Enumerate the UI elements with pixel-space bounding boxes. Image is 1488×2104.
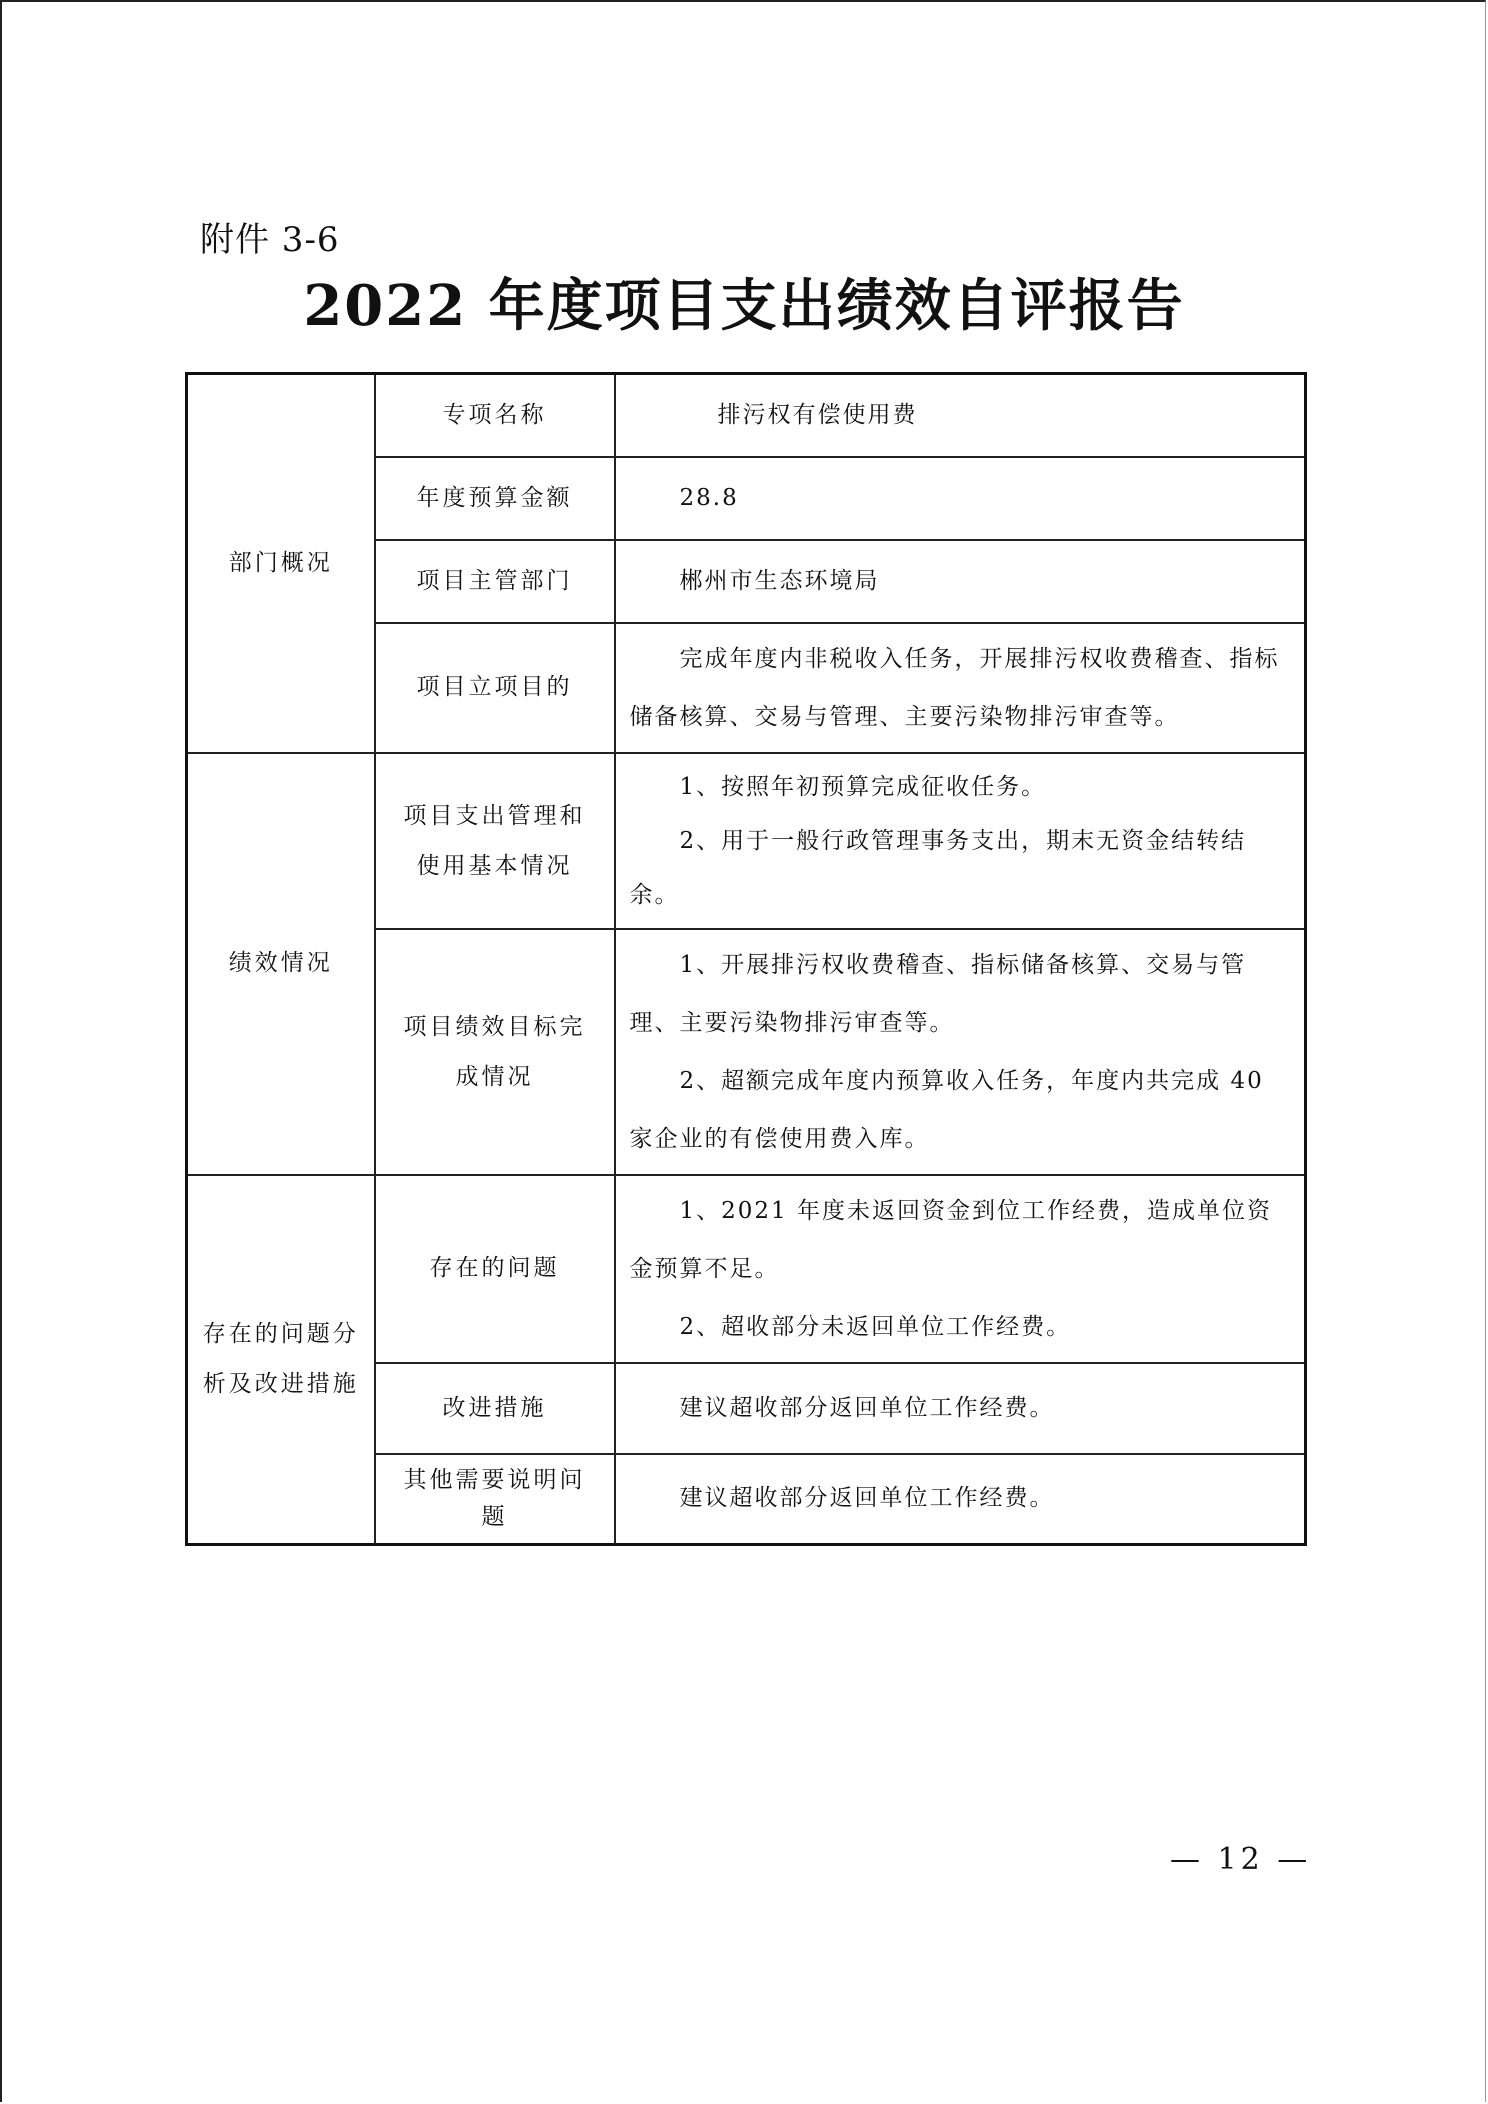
value-managing-department: [615, 540, 1306, 623]
value-other-issues: [615, 1454, 1306, 1545]
value-text: 建议超收部分返回单位工作经费。: [679, 1394, 1055, 1421]
list-item: 2、用于一般行政管理事务支出，期末无资金结转结余。: [629, 827, 1247, 908]
list-item: 1、2021 年度未返回资金到位工作经费，造成单位资金预算不足。: [629, 1197, 1272, 1282]
label-other-issues: 其他需要说明问题: [375, 1454, 615, 1545]
value-text: 28.8: [679, 484, 739, 511]
value-text: 完成年度内非税收入任务，开展排污权收费稽查、指标储备核算、交易与管理、主要污染物排污审查等。: [629, 645, 1280, 730]
table-row: [187, 374, 1306, 457]
value-text: 排污权有偿使用费: [717, 401, 918, 428]
value-project-name: [615, 374, 1306, 457]
value-text: 建议超收部分返回单位工作经费。: [679, 1485, 1055, 1512]
list-item: 1、按照年初预算完成征收任务。: [679, 773, 1047, 800]
label-improvement-measures: 改进措施: [375, 1363, 615, 1454]
category-overview: 部门概况: [187, 374, 375, 753]
list-item: 2、超额完成年度内预算收入任务，年度内共完成 40 家企业的有偿使用费入库。: [629, 1067, 1264, 1152]
value-project-purpose: [615, 623, 1306, 753]
label-expenditure-management: 项目支出管理和使用基本情况: [375, 753, 615, 929]
label-target-completion: 项目绩效目标完成情况: [375, 929, 615, 1175]
document-title: 2022 年度项目支出绩效自评报告: [303, 273, 1185, 339]
category-issues: 存在的问题分析及改进措施: [187, 1175, 375, 1545]
value-text: 郴州市生态环境局: [679, 567, 880, 594]
value-expenditure-management: [615, 753, 1306, 929]
value-annual-budget: [615, 457, 1306, 540]
list-item: 1、开展排污权收费稽查、指标储备核算、交易与管理、主要污染物排污审查等。: [629, 951, 1247, 1036]
label-project-purpose: 项目立项目的: [375, 623, 615, 753]
value-existing-problems: [615, 1175, 1306, 1363]
table-row: [187, 753, 1306, 929]
table-row: [187, 1175, 1306, 1363]
value-improvement-measures: [615, 1363, 1306, 1454]
category-performance: 绩效情况: [187, 753, 375, 1175]
list-item: 2、超收部分未返回单位工作经费。: [679, 1313, 1072, 1340]
label-project-name: 专项名称: [375, 374, 615, 457]
value-target-completion: [615, 929, 1306, 1175]
label-managing-department: 项目主管部门: [375, 540, 615, 623]
label-annual-budget: 年度预算金额: [375, 457, 615, 540]
report-table: [185, 372, 1307, 1546]
page-number: — 12 —: [1170, 1842, 1312, 1877]
attachment-label: 附件 3-6: [200, 220, 340, 260]
label-existing-problems: 存在的问题: [375, 1175, 615, 1363]
